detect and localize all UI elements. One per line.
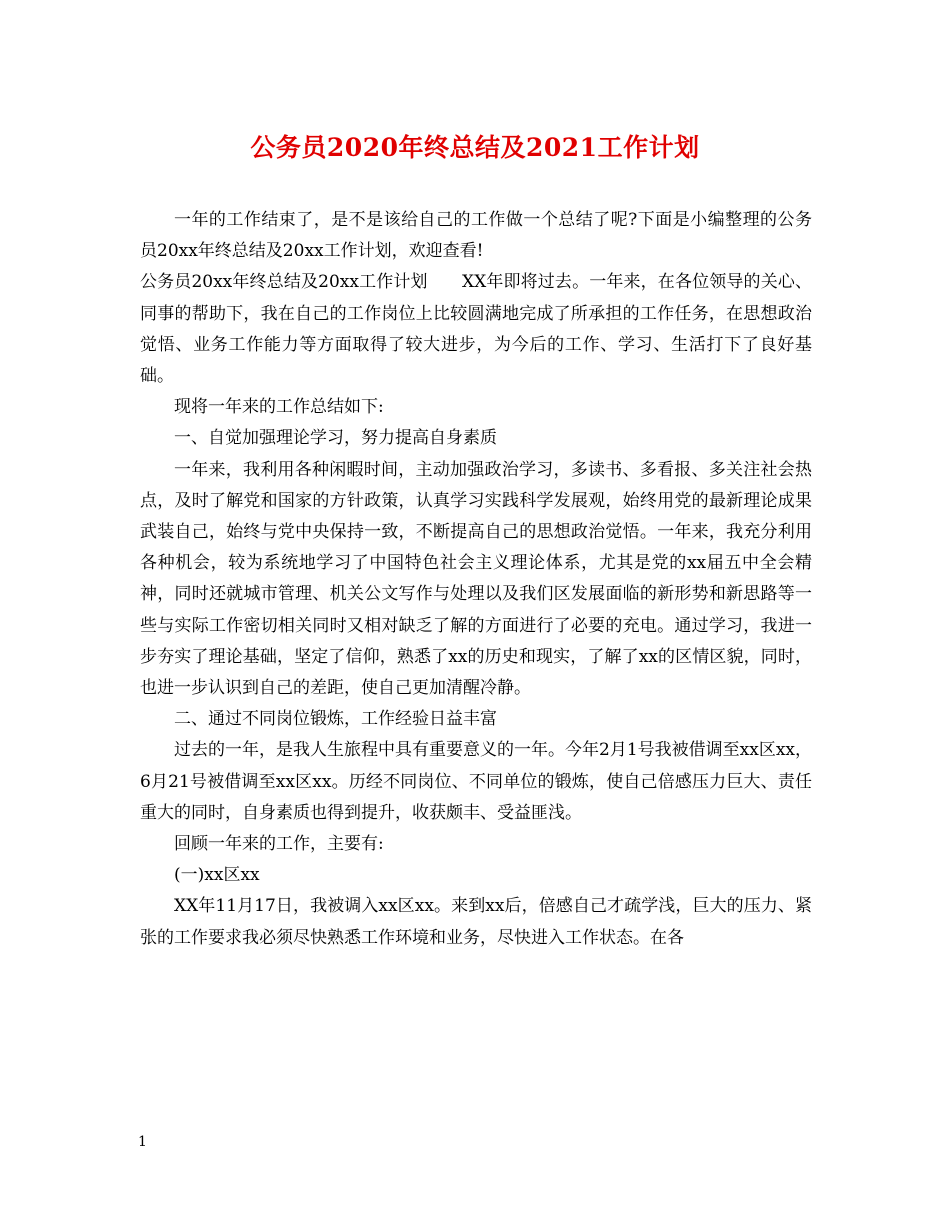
section-heading: 二、通过不同岗位锻炼，工作经验日益丰富	[174, 709, 497, 730]
paragraph: XX年11月17日，我被调入xx区xx。来到xx后，倍感自己才疏学浅，巨大的压力、紧张的工作要求我必须尽快熟悉工作环境和业务，尽快进入工作状态。在各	[140, 896, 812, 948]
paragraph: 回顾一年来的工作，主要有:	[174, 834, 384, 855]
document-body	[140, 205, 812, 954]
paragraph: 一年来，我利用各种闲暇时间，主动加强政治学习，多读书、多看报、多关注社会热点，及时了解党和国家的方针政策，认真学习实践科学发展观，始终用党的最新理论成果武装自己，始终与党中央保持一致，不断提高自己的思想政治觉悟。一年来，我充分利用各种机会，较为系统地学习了中国特色社会主义理论体系，尤其是党的xx届五中全会精神，同时还就城市管理、机关公文写作与处理以及我们区发展面临的新形势和新思路等一些与实际工作密切相关同时又相对缺乏了解的方面进行了必要的充电。通过学习，我进一步夯实了理论基础，坚定了信仰，熟悉了xx的历史和现实，了解了xx的区情区貌，同时，也进一步认识到自己的差距，使自己更加清醒冷静。	[140, 459, 812, 699]
paragraph: 一年的工作结束了，是不是该给自己的工作做一个总结了呢?下面是小编整理的公务员20xx年终总结及20xx工作计划，欢迎查看!	[140, 210, 812, 262]
paragraph: 公务员20xx年终总结及20xx工作计划 XX年即将过去。一年来，在各位领导的关心、同事的帮助下，我在自己的工作岗位上比较圆满地完成了所承担的工作任务，在思想政治觉悟、业务工作能力等方面取得了较大进步，为今后的工作、学习、生活打下了良好基础。	[140, 272, 812, 387]
paragraph: 现将一年来的工作总结如下:	[174, 397, 384, 418]
page-number: 1	[138, 1134, 147, 1150]
subsection-heading: (一)xx区xx	[174, 865, 260, 886]
paragraph: 过去的一年，是我人生旅程中具有重要意义的一年。今年2月1号我被借调至xx区xx，6月21号被借调至xx区xx。历经不同岗位、不同单位的锻炼，使自己倍感压力巨大、责任重大的同时，自身素质也得到提升，收获颇丰、受益匪浅。	[140, 740, 812, 823]
document-title: 公务员2020年终总结及2021工作计划	[250, 133, 700, 162]
section-heading: 一、自觉加强理论学习，努力提高自身素质	[174, 428, 497, 449]
